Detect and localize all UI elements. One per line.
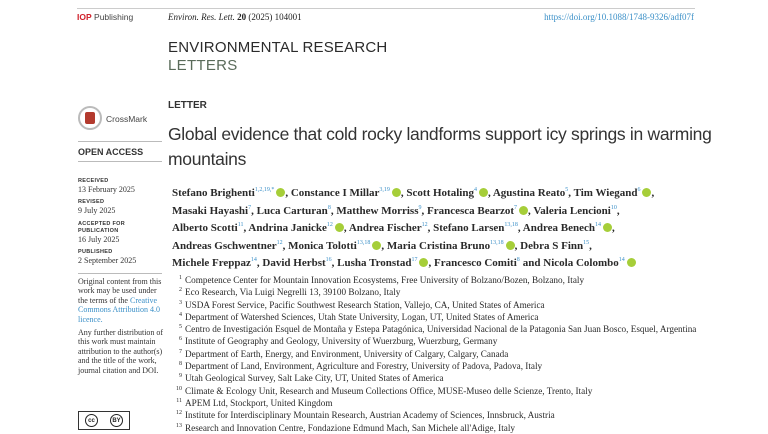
affiliation-ref[interactable]: 6 [637, 187, 641, 193]
affiliation-ref[interactable]: 12 [421, 222, 428, 229]
affiliation-ref[interactable]: 7 [248, 204, 252, 211]
author-name: Agustina Reato [492, 187, 566, 199]
author-name: Constance I Millar [290, 187, 380, 199]
date-received [78, 178, 164, 194]
author-separator: , [568, 187, 572, 199]
journal-name-sub: LETTERS [168, 57, 238, 74]
author-separator: , [421, 204, 425, 217]
affiliation-ref[interactable]: 4 [473, 187, 477, 193]
affiliation-number: 12 [176, 410, 182, 417]
publisher-name: Publishing [94, 12, 134, 22]
author-separator: , [514, 239, 518, 252]
author-name: Tim Wiegand [573, 187, 638, 199]
affiliation-ref[interactable]: 14 [618, 257, 625, 264]
affiliation-number: 8 [179, 361, 182, 368]
affiliation-number: 6 [179, 336, 182, 343]
affiliation [172, 311, 732, 323]
affiliation [172, 286, 732, 298]
author-separator: , [256, 257, 260, 270]
author-separator: , [381, 239, 385, 252]
affiliation-ref[interactable]: 16 [325, 257, 332, 264]
date-published [78, 249, 164, 265]
author-name: Andreas Gschwentner [172, 239, 277, 252]
author-separator: , [528, 204, 531, 217]
author-name: Matthew Morriss [336, 204, 419, 217]
affiliation-text: Competence Center for Mountain Innovation Ecosystems, Free University of Bolzano/Bozen, Bolzano, Italy [185, 275, 585, 285]
crossmark-label[interactable]: CrossMark [106, 114, 148, 124]
orcid-icon[interactable] [479, 188, 488, 197]
date-label: RECEIVED [78, 178, 109, 184]
affiliation-ref[interactable]: 10 [610, 204, 617, 211]
orcid-icon[interactable] [506, 241, 515, 250]
affiliation-number: 3 [179, 299, 182, 306]
affiliation [172, 360, 732, 372]
author-name: Monica Tolotti [288, 239, 357, 252]
affiliation-text: Eco Research, Via Luigi Negrelli 13, 39100 Bolzano, Italy [185, 287, 401, 298]
affiliation-number: 11 [176, 397, 182, 404]
affiliation [172, 385, 732, 397]
journal-name: ENVIRONMENTAL RESEARCH [168, 39, 388, 56]
by-icon: BY [110, 414, 123, 427]
affiliation-list [172, 274, 732, 434]
author-separator: , [428, 257, 432, 270]
affiliation-number: 1 [179, 275, 182, 281]
affiliation-ref[interactable]: 12 [276, 239, 283, 246]
crossmark-icon[interactable] [78, 106, 102, 130]
affiliation [172, 348, 732, 360]
affiliation-text: Centro de Investigación Esquel de Montaña y Estepa Patagónica, Universidad Nacional de la Patagonia San Juan Bosco, Esquel, Argentina [185, 324, 697, 335]
date-label: REVISED [78, 199, 105, 206]
author-name: Masaki Hayashi [172, 204, 249, 217]
affiliation-ref[interactable]: 7 [514, 204, 518, 211]
affiliation [172, 299, 732, 311]
dates-panel [78, 178, 164, 266]
affiliation-ref[interactable]: 13,18 [356, 239, 371, 246]
orcid-icon[interactable] [335, 223, 344, 232]
volume: 20 [237, 12, 247, 22]
author-name: Luca Carturan [256, 204, 328, 217]
affiliation-ref[interactable]: 11 [237, 222, 244, 229]
affiliation-ref[interactable]: 14 [250, 257, 257, 264]
affiliation-text: Utah Geological Survey, Salt Lake City, UT, United States of America [185, 373, 444, 384]
affiliation-ref[interactable]: 9 [418, 204, 422, 211]
open-access-label: OPEN ACCESS [78, 147, 144, 157]
affiliation-ref[interactable]: 13,18 [490, 239, 504, 246]
author-separator: , [616, 204, 620, 217]
affiliation [172, 372, 732, 384]
author-name: Francesco Comiti [433, 257, 517, 270]
affiliation-number: 13 [176, 422, 182, 429]
author-line [172, 255, 732, 273]
author-separator: , [251, 204, 254, 217]
affiliation-text: Institute of Geography and Geology, University of Wuerzburg, Wuerzburg, Germany [185, 336, 498, 347]
author-name: Lusha Tronstad [337, 257, 412, 270]
affiliation-ref[interactable]: 5 [565, 187, 569, 193]
date-value: 16 July 2025 [78, 234, 120, 244]
author-name: Nicola Colombo [543, 257, 619, 270]
affiliation-number: 2 [179, 287, 182, 294]
divider [78, 161, 162, 162]
orcid-icon[interactable] [519, 206, 528, 215]
date-value: 2 September 2025 [78, 256, 137, 266]
author-separator: , [330, 204, 334, 217]
affiliation-number: 10 [176, 385, 182, 392]
year-article: (2025) 104001 [248, 12, 302, 22]
author-separator: , [285, 187, 289, 199]
author-separator: , [427, 222, 431, 235]
journal-abbrev: Environ. Res. Lett. [168, 12, 235, 22]
author-separator: , [589, 239, 592, 252]
affiliation-ref[interactable]: 8 [327, 204, 331, 211]
orcid-icon[interactable] [603, 223, 612, 232]
affiliation-text: Department of Land, Environment, Agriculture and Forestry, University of Padova, Padova, Italy [185, 361, 543, 372]
affiliation [172, 274, 732, 286]
license-panel [78, 277, 164, 375]
affiliation [172, 335, 732, 347]
author-separator: , [651, 187, 655, 199]
author-separator: , [400, 187, 404, 199]
date-accepted [78, 221, 164, 244]
author-name: Debra S Finn [520, 239, 584, 252]
author-separator: , [331, 257, 335, 270]
author-name: David Herbst [262, 257, 326, 270]
citation [168, 12, 302, 22]
affiliation-ref[interactable]: 14 [594, 222, 601, 229]
affiliation [172, 323, 732, 335]
date-revised [78, 199, 164, 215]
author-name: Andrea Benech [522, 222, 595, 235]
article-title: Global evidence that cold rocky landforms support icy springs in warming mountains [168, 124, 712, 169]
author-separator: , [282, 239, 286, 252]
affiliation-text: Department of Earth, Energy, and Environment, University of Calgary, Calgary, Canada [185, 348, 509, 359]
author-separator: , [343, 222, 347, 235]
author-name: Valeria Lencioni [533, 204, 611, 217]
license-text-2: Any further distribution of this work must maintain attribution to the author(s) and the title of the work, journal citation and DOI. [78, 328, 164, 375]
publisher-logo [77, 12, 133, 22]
date-value: 13 February 2025 [78, 185, 135, 194]
license-text: Original content from this work may be used under the terms of the [78, 277, 162, 305]
affiliation-text: Department of Watershed Sciences, Utah State University, Logan, UT, United States of America [185, 311, 539, 322]
author-name: Francesca Bearzot [426, 204, 515, 217]
doi-link[interactable]: https://doi.org/10.1088/1748-9326/adf07f [544, 12, 694, 22]
affiliation-ref[interactable]: 3,19 [379, 187, 390, 193]
cc-by-badge[interactable] [78, 411, 130, 430]
cc-icon: cc [85, 414, 98, 427]
orcid-icon[interactable] [392, 188, 401, 197]
article-type: LETTER [168, 100, 207, 111]
divider [78, 141, 162, 142]
affiliation-text: APEM Ltd, Stockport, United Kingdom [185, 397, 333, 408]
affiliation-ref[interactable]: 8 [516, 257, 520, 264]
divider [78, 273, 162, 274]
author-separator: , [611, 222, 615, 235]
author-name: Michele Freppaz [172, 257, 251, 270]
author-name: Scott Hotaling [406, 187, 474, 199]
affiliation-text: Research and Innovation Centre, Fondazione Edmund Mach, San Michele all'Adige, Italy [185, 422, 516, 433]
author-separator: , [517, 222, 521, 235]
author-name: Maria Cristina Bruno [386, 239, 491, 252]
affiliation-ref[interactable]: 13,18 [504, 222, 518, 229]
author-list [172, 185, 732, 273]
publisher-brand: IOP [77, 12, 92, 22]
orcid-icon[interactable] [276, 188, 285, 197]
header-rule [77, 8, 695, 9]
affiliation [172, 409, 732, 421]
author-separator: and [522, 257, 541, 270]
author-line [172, 220, 732, 238]
date-label: PUBLISHED [78, 249, 113, 256]
orcid-icon[interactable] [627, 258, 636, 267]
affiliation-text: Institute for Interdisciplinary Mountain Research, Austrian Academy of Sciences, Innsbruck, Austria [185, 410, 555, 421]
affiliation-text: Climate & Ecology Unit, Research and Museum Collections Office, MUSE-Museo delle Scienze, Trento, Italy [185, 385, 593, 396]
author-separator: , [487, 187, 491, 199]
author-line [172, 238, 732, 256]
affiliation [172, 397, 732, 409]
affiliation [172, 422, 732, 434]
author-name: Andrina Janicke [248, 222, 327, 235]
author-name: Andrea Fischer [348, 222, 422, 235]
affiliation-ref[interactable]: 17 [411, 257, 418, 264]
affiliation-ref[interactable]: 1,2,19,* [254, 187, 275, 193]
author-name: Alberto Scotti [172, 222, 238, 235]
affiliation-number: 5 [179, 324, 182, 331]
affiliation-number: 9 [179, 373, 182, 380]
affiliation-number: 7 [179, 348, 182, 355]
affiliation-number: 4 [179, 311, 182, 318]
author-line [172, 203, 732, 221]
date-label: ACCEPTED FOR PUBLICATION [78, 220, 125, 234]
author-name: Stefano Brighenti [172, 187, 255, 199]
author-name: Stefano Larsen [433, 222, 505, 235]
author-separator: , [243, 222, 247, 235]
cc-license-link[interactable]: Creative Commons Attribution 4.0 licence. [78, 295, 161, 324]
date-value: 9 July 2025 [78, 206, 116, 216]
affiliation-text: USDA Forest Service, Pacific Southwest Research Station, Vallejo, CA, United States of America [185, 299, 545, 310]
affiliation-ref[interactable]: 15 [583, 239, 590, 246]
author-line [172, 185, 732, 203]
affiliation-ref[interactable]: 12 [326, 222, 333, 229]
